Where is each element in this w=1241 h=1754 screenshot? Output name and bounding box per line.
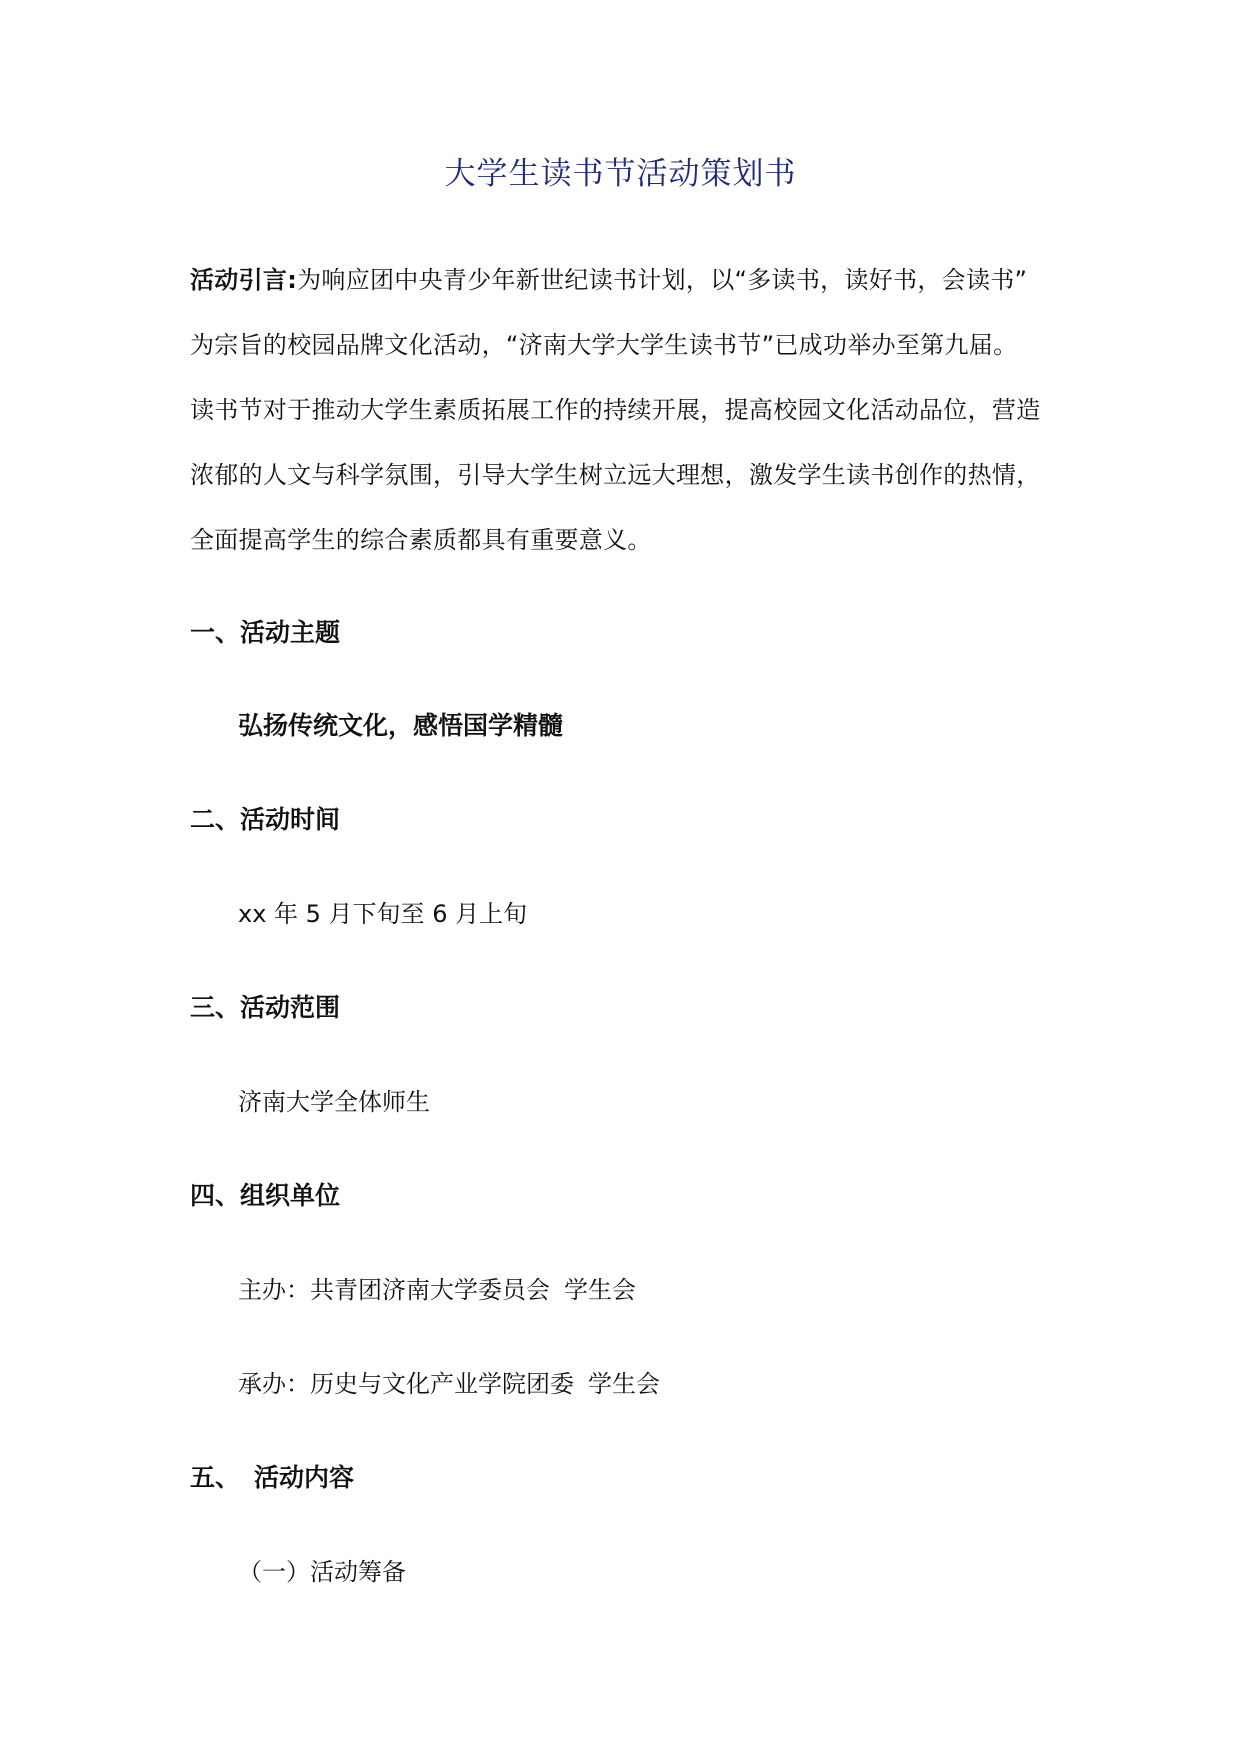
intro-lead: 活动引言:: [190, 266, 298, 294]
section-heading-time: 二、活动时间: [190, 805, 341, 834]
intro-line-2: 为宗旨的校园品牌文化活动，“济南大学大学生读书节”已成功举办至第九届。: [190, 331, 1018, 359]
section-heading-content: [190, 1458, 354, 1494]
section-heading-scope: 三、活动范围: [190, 993, 341, 1022]
organizer-label: 承办：历史与文化产业学院团委: [238, 1370, 574, 1398]
section-five-number: 五、: [190, 1463, 241, 1492]
intro-line-1: [190, 248, 1070, 313]
host-label: 主办：共青团济南大学委员会: [238, 1276, 550, 1304]
intro-line-4: 浓郁的人文与科学氛围，引导大学生树立远大理想，激发学生读书创作的热情，: [190, 461, 1041, 489]
host-extra: 学生会: [564, 1276, 636, 1304]
intro-text-1: 为响应团中央青少年新世纪读书计划，以“多读书，读好书，会读书”: [297, 266, 1028, 294]
scope-content: 济南大学全体师生: [238, 1088, 430, 1116]
organizer-line: [238, 1364, 660, 1399]
time-content: xx 年 5 月下旬至 6 月上旬: [238, 900, 528, 928]
organizer-extra: 学生会: [588, 1370, 660, 1398]
document-title: 大学生读书节活动策划书: [444, 156, 797, 192]
intro-line-5: 全面提高学生的综合素质都具有重要意义。: [190, 526, 652, 554]
section-five-text: 活动内容: [254, 1463, 355, 1492]
section-heading-organizers: 四、组织单位: [190, 1181, 341, 1210]
section-heading-theme: 一、活动主题: [190, 618, 341, 647]
theme-content: 弘扬传统文化，感悟国学精髓: [238, 711, 564, 740]
intro-paragraph: [190, 248, 1070, 573]
host-line: [238, 1270, 636, 1305]
subsection-preparation: （一）活动筹备: [238, 1558, 406, 1586]
intro-line-3: 读书节对于推动大学生素质拓展工作的持续开展，提高校园文化活动品位，营造: [190, 396, 1041, 424]
